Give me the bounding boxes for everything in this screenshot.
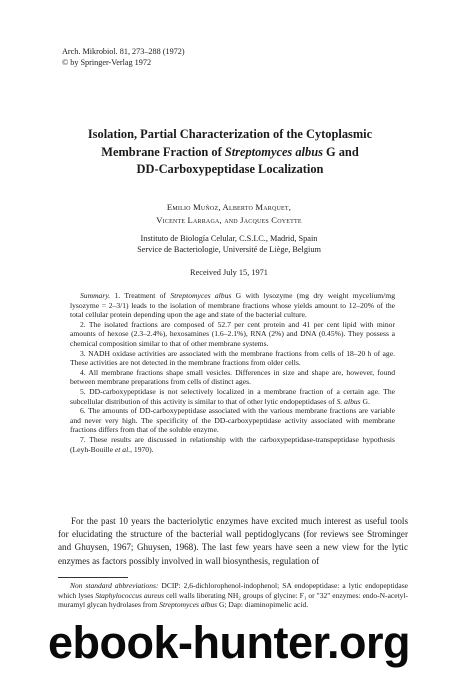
summary-item-2: 2. The isolated fractions are composed of 52.7 per cent protein and 41 per cent lipid with minor amounts of hexose (2.3–2.4%), hexosamines (1.6–2.1%), RNA (2%) and DNA (0.45%). They possess a chemical composition similar to that of other membrane systems. bbox=[70, 319, 395, 348]
summary-item-5: 5. DD-carboxypeptidase is not selectively localized in a membrane fraction of a certain age. The subcellular distribution of this activity is similar to that of other lytic endopeptidases of S. albus G. bbox=[70, 386, 395, 406]
received-date: Received July 15, 1971 bbox=[190, 268, 268, 277]
paper-title bbox=[40, 126, 420, 179]
copyright-line: © by Springer-Verlag 1972 bbox=[62, 58, 152, 67]
affiliation-liege: Service de Bacteriologie, Université de Liège, Belgium bbox=[137, 245, 321, 254]
body-text bbox=[58, 515, 408, 568]
title-line-1: Isolation, Partial Characterization of the Cytoplasmic bbox=[87, 127, 373, 141]
summary-item-3: 3. NADH oxidase activities are associated with the membrane fractions from cells of 18–20 h of age. These activities are not detected in the membrane fractions from older cells. bbox=[70, 348, 395, 368]
summary-item-7: 7. These results are discussed in relationship with the carboxypeptidase-transpeptidase hypothesis (Leyh-Bouille et al., 1970). bbox=[70, 434, 395, 454]
authors-line-1: Emilio Muñoz, Alberto Marquet, bbox=[166, 202, 292, 212]
body-paragraph: For the past 10 years the bacteriolytic enzymes have excited much interest as useful tools for elucidating the structure of the bacterial wall peptidoglycans (for reviews see Strominger and Ghuysen, 1967; Ghuysen, 1968). The last few years have seen a new view for the lytic enzymes as factors possibly involved in wall biosynthesis, regulation of bbox=[58, 516, 408, 566]
journal-citation bbox=[62, 46, 185, 68]
summary-item-1: Summary. 1. Treatment of Streptomyces albus G with lysozyme (mg dry weight mycelium/mg lysozyme = 2–3/1) leads to the isolation of membrane fractions whose yields amount to 12–20% of the total cellular protein depending upon the age and state of the bacterial culture. bbox=[70, 291, 395, 320]
watermark: ebook-hunter.org bbox=[48, 617, 410, 668]
affiliation-madrid: Instituto de Biología Celular, C.S.I.C., Madrid, Spain bbox=[140, 234, 318, 243]
summary-item-4: 4. All membrane fractions shape small vesicles. Differences in size and shape are, however, found between membrane preparations from cells of distinct ages. bbox=[70, 367, 395, 387]
summary-section bbox=[70, 291, 395, 454]
title-line-2: Membrane Fraction of Streptomyces albus G and bbox=[101, 144, 359, 159]
authors-line-2: Vicente Larraga, and Jacques Coyette bbox=[156, 215, 302, 225]
journal-line: Arch. Mikrobiol. 81, 273–288 (1972) bbox=[62, 47, 185, 56]
title-line-3: DD-Carboxypeptidase Localization bbox=[136, 162, 324, 176]
summary-item-6: 6. The amounts of DD-carboxypeptidase associated with the various membrane fractions are variable and never very high. The specificity of the DD-carboxypeptidase activity associated with membrane fractions differs from that of the soluble enzyme. bbox=[70, 406, 395, 435]
footnote: Non standard abbreviations: DCIP: 2,6-dichlorophenol-indophenol; SA endopeptidase: a lytic endopeptidase which lyses Staphylococcus aureus cell walls liberating NH₂ groups of glycine: F₁ or "32" enzymes: endo-N-acetyl-muramyl glycan hydrolases from Streptomyces albus G; Dap: diaminopimelic acid. bbox=[58, 581, 408, 609]
affiliations bbox=[0, 233, 458, 255]
author-list bbox=[0, 201, 458, 227]
footnote-divider bbox=[58, 577, 128, 578]
